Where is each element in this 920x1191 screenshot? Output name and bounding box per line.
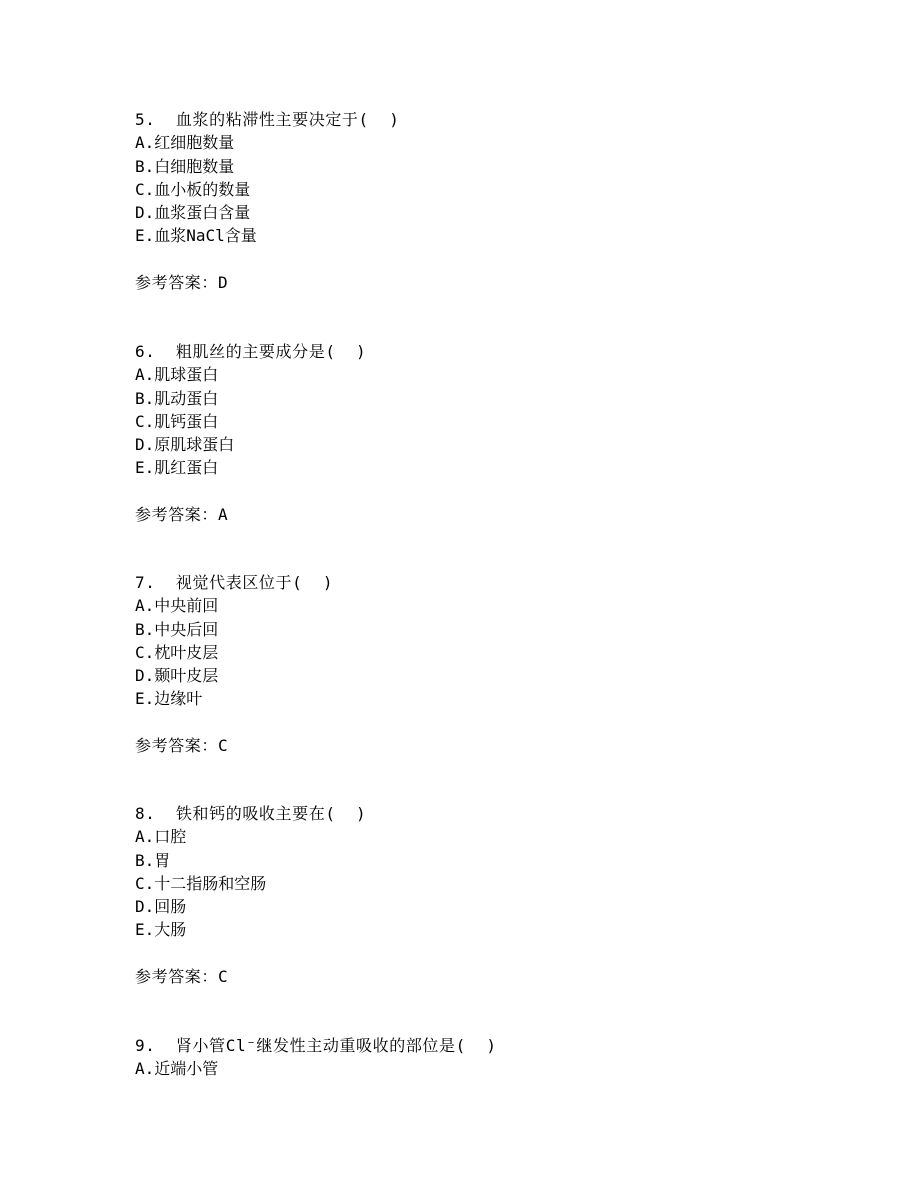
option-a: A.中央前回	[135, 596, 219, 616]
option-d: D.颞叶皮层	[135, 666, 219, 686]
option-e: E.血浆NaCl含量	[135, 226, 257, 246]
option-list	[135, 131, 399, 247]
option-list	[135, 1057, 497, 1080]
question-title: 8. 铁和钙的吸收主要在( )	[135, 804, 367, 823]
question-6	[135, 340, 366, 526]
option-list	[135, 363, 366, 479]
question-7	[135, 571, 333, 757]
option-list	[135, 594, 333, 710]
option-d: D.血浆蛋白含量	[135, 203, 251, 223]
option-e: E.大肠	[135, 920, 187, 940]
reference-answer: 参考答案：D	[135, 272, 229, 292]
reference-answer: 参考答案：A	[135, 504, 229, 524]
reference-answer: 参考答案：C	[135, 735, 229, 755]
question-title: 5. 血浆的粘滞性主要决定于( )	[135, 110, 400, 129]
option-c: C.十二指肠和空肠	[135, 873, 267, 893]
option-a: A.口腔	[135, 827, 187, 847]
question-title: 6. 粗肌丝的主要成分是( )	[135, 342, 367, 361]
option-e: E.边缘叶	[135, 689, 203, 709]
option-a: A.红细胞数量	[135, 133, 235, 153]
reference-answer: 参考答案：C	[135, 966, 229, 986]
option-b: B.白细胞数量	[135, 156, 235, 176]
option-c: C.枕叶皮层	[135, 642, 219, 662]
option-list	[135, 825, 366, 941]
option-c: C.肌钙蛋白	[135, 411, 219, 431]
question-8	[135, 802, 366, 988]
option-b: B.中央后回	[135, 619, 219, 639]
question-9	[135, 1034, 497, 1081]
option-c: C.血小板的数量	[135, 179, 251, 199]
question-5	[135, 108, 399, 294]
option-a: A.近端小管	[135, 1059, 219, 1079]
option-a: A.肌球蛋白	[135, 365, 219, 385]
question-title: 9. 肾小管Cl⁻继发性主动重吸收的部位是( )	[135, 1036, 497, 1055]
option-d: D.回肠	[135, 897, 187, 917]
question-title: 7. 视觉代表区位于( )	[135, 573, 334, 592]
option-d: D.原肌球蛋白	[135, 435, 235, 455]
option-e: E.肌红蛋白	[135, 458, 219, 478]
option-b: B.胃	[135, 850, 171, 870]
option-b: B.肌动蛋白	[135, 388, 219, 408]
